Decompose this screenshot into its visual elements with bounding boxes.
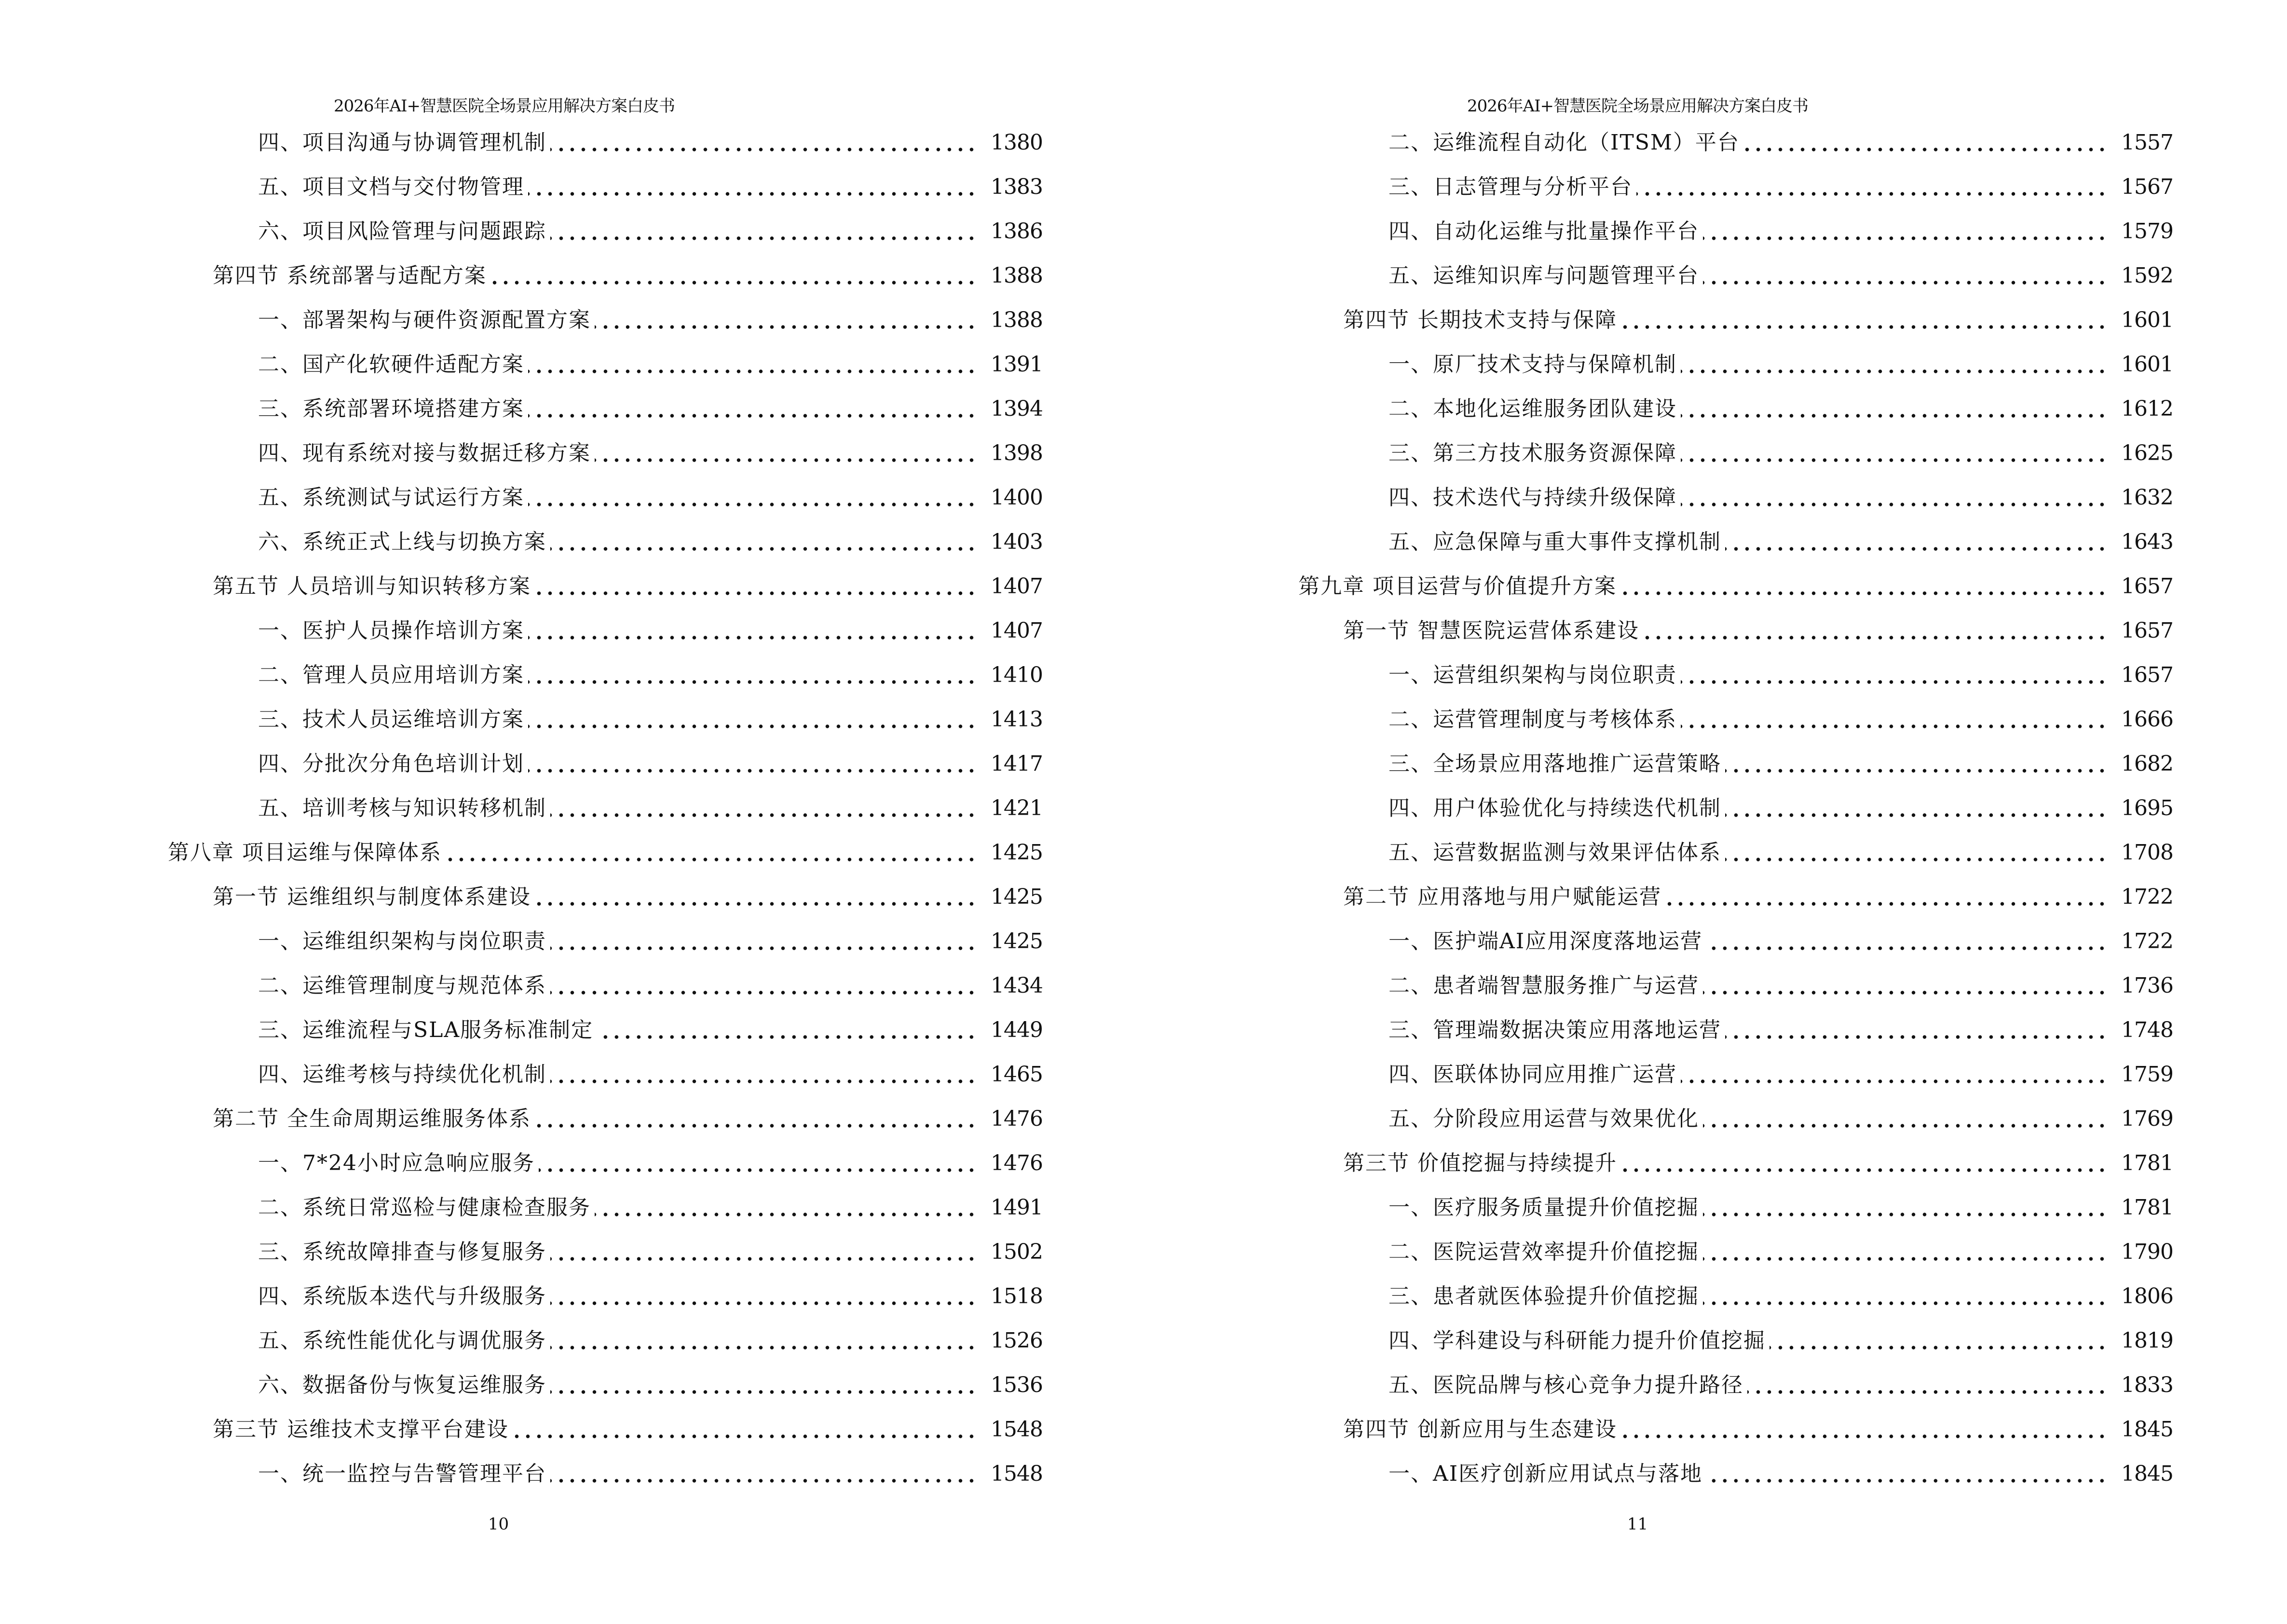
toc-entry-title: 三、系统故障排查与修复服务	[258, 1240, 546, 1264]
toc-entry-title: 三、技术人员运维培训方案	[258, 707, 524, 732]
toc-entry-item[interactable]	[1298, 697, 2173, 742]
toc-entry-item[interactable]	[168, 1186, 1043, 1230]
toc-entry-item[interactable]	[1298, 1230, 2173, 1274]
toc-entry-item[interactable]	[168, 431, 1043, 476]
toc-entry-page-number: 1425	[991, 840, 1043, 865]
toc-entry-page-number: 1536	[991, 1373, 1043, 1397]
toc-entry-item[interactable]	[168, 1008, 1043, 1052]
toc-entry-page-number: 1781	[2121, 1195, 2173, 1220]
toc-entry-chapter[interactable]	[168, 831, 1043, 875]
toc-entry-section[interactable]	[1298, 609, 2173, 653]
dot-leader	[550, 988, 977, 997]
toc-entry-title: 四、现有系统对接与数据迁移方案	[258, 441, 591, 465]
dot-leader	[1703, 1210, 2108, 1219]
toc-entry-title: 二、系统日常巡检与健康检查服务	[258, 1195, 591, 1220]
toc-entry-page-number: 1491	[991, 1195, 1043, 1220]
right-page	[1144, 0, 2287, 1624]
dot-leader	[595, 322, 977, 332]
toc-entry-title: 第三节 运维技术支撑平台建设	[213, 1417, 509, 1442]
toc-entry-title: 五、项目文档与交付物管理	[258, 175, 524, 199]
dot-leader	[550, 233, 977, 243]
toc-entry-item[interactable]	[168, 919, 1043, 964]
toc-entry-page-number: 1601	[2121, 352, 2173, 377]
toc-entry-title: 第八章 项目运维与保障体系	[168, 840, 442, 865]
dot-leader	[1703, 278, 2108, 287]
toc-entry-page-number: 1722	[2121, 929, 2173, 954]
toc-entry-page-number: 1548	[991, 1461, 1043, 1486]
toc-entry-item[interactable]	[1298, 742, 2173, 786]
toc-entry-item[interactable]	[1298, 387, 2173, 431]
toc-entry-page-number: 1526	[991, 1328, 1043, 1353]
dot-leader	[528, 722, 977, 731]
toc-entry-item[interactable]	[1298, 254, 2173, 298]
toc-entry-page-number: 1449	[991, 1018, 1043, 1042]
toc-entry-page-number: 1612	[2121, 396, 2173, 421]
toc-entry-item[interactable]	[1298, 1274, 2173, 1319]
toc-entry-title: 四、运维考核与持续优化机制	[258, 1062, 546, 1087]
toc-entry-section[interactable]	[168, 1407, 1043, 1452]
table-of-contents	[1298, 121, 2173, 1496]
toc-entry-page-number: 1380	[991, 130, 1043, 155]
toc-entry-title: 一、AI医疗创新应用试点与落地	[1389, 1461, 1703, 1486]
dot-leader	[535, 899, 977, 909]
dot-leader	[550, 1343, 977, 1352]
toc-entry-page-number: 1625	[2121, 441, 2173, 465]
toc-entry-title: 二、患者端智慧服务推广与运营	[1389, 973, 1699, 998]
toc-entry-title: 三、第三方技术服务资源保障	[1389, 441, 1677, 465]
toc-entry-title: 六、项目风险管理与问题跟踪	[258, 219, 546, 244]
running-header: 2026年AI+智慧医院全场景应用解决方案白皮书	[334, 96, 675, 116]
dot-leader	[1621, 1432, 2108, 1441]
toc-entry-page-number: 1845	[2121, 1417, 2173, 1442]
dot-leader	[1681, 500, 2108, 509]
toc-entry-page-number: 1434	[991, 973, 1043, 998]
toc-entry-title: 一、统一监控与告警管理平台	[258, 1461, 546, 1486]
dot-leader	[550, 544, 977, 554]
toc-entry-title: 二、运维流程自动化（ITSM）平台	[1389, 130, 1740, 155]
toc-entry-page-number: 1845	[2121, 1461, 2173, 1486]
toc-entry-page-number: 1657	[2121, 618, 2173, 643]
toc-entry-item[interactable]	[1298, 1452, 2173, 1496]
toc-entry-page-number: 1790	[2121, 1240, 2173, 1264]
toc-entry-item[interactable]	[168, 1274, 1043, 1319]
toc-entry-item[interactable]	[1298, 964, 2173, 1008]
toc-entry-title: 五、医院品牌与核心竞争力提升路径	[1389, 1373, 1743, 1397]
toc-entry-page-number: 1819	[2121, 1328, 2173, 1353]
dot-leader	[550, 943, 977, 953]
toc-entry-item[interactable]	[1298, 653, 2173, 697]
toc-entry-page-number: 1759	[2121, 1062, 2173, 1087]
toc-entry-page-number: 1657	[2121, 574, 2173, 599]
toc-entry-page-number: 1769	[2121, 1106, 2173, 1131]
dot-leader	[595, 1210, 977, 1219]
toc-entry-title: 四、用户体验优化与持续迭代机制	[1389, 796, 1721, 820]
toc-entry-page-number: 1695	[2121, 796, 2173, 820]
toc-entry-title: 一、运维组织架构与岗位职责	[258, 929, 546, 954]
toc-entry-title: 五、系统性能优化与调优服务	[258, 1328, 546, 1353]
toc-entry-title: 第二节 应用落地与用户赋能运营	[1343, 885, 1661, 909]
dot-leader	[539, 1165, 977, 1175]
toc-entry-item[interactable]	[168, 342, 1043, 387]
toc-entry-section[interactable]	[1298, 1407, 2173, 1452]
dot-leader	[1725, 544, 2108, 554]
toc-entry-section[interactable]	[1298, 1141, 2173, 1186]
dot-leader	[1770, 1343, 2108, 1352]
toc-entry-chapter[interactable]	[1298, 564, 2173, 609]
toc-entry-item[interactable]	[168, 964, 1043, 1008]
toc-entry-item[interactable]	[168, 1363, 1043, 1407]
toc-entry-item[interactable]	[1298, 342, 2173, 387]
toc-entry-page-number: 1666	[2121, 707, 2173, 732]
toc-entry-page-number: 1579	[2121, 219, 2173, 244]
dot-leader	[550, 1476, 977, 1486]
toc-entry-title: 第一节 运维组织与制度体系建设	[213, 885, 531, 909]
toc-entry-item[interactable]	[168, 1230, 1043, 1274]
toc-entry-item[interactable]	[1298, 121, 2173, 165]
toc-entry-item[interactable]	[168, 1052, 1043, 1097]
dot-leader	[597, 1032, 977, 1042]
dot-leader	[528, 766, 977, 776]
page-number: 11	[1627, 1515, 1648, 1534]
toc-entry-title: 一、7*24小时应急响应服务	[258, 1151, 535, 1175]
toc-entry-page-number: 1502	[991, 1240, 1043, 1264]
dot-leader	[550, 810, 977, 820]
dot-leader	[1725, 1032, 2108, 1042]
toc-entry-title: 二、医院运营效率提升价值挖掘	[1389, 1240, 1699, 1264]
toc-entry-title: 一、运营组织架构与岗位职责	[1389, 663, 1677, 687]
toc-entry-item[interactable]	[1298, 1186, 2173, 1230]
toc-entry-page-number: 1518	[991, 1284, 1043, 1309]
toc-entry-page-number: 1632	[2121, 485, 2173, 510]
toc-entry-item[interactable]	[168, 387, 1043, 431]
dot-leader	[1703, 233, 2108, 243]
toc-entry-page-number: 1643	[2121, 530, 2173, 554]
dot-leader	[1620, 588, 2108, 598]
toc-entry-page-number: 1557	[2121, 130, 2173, 155]
toc-entry-page-number: 1417	[991, 751, 1043, 776]
toc-entry-item[interactable]	[1298, 1363, 2173, 1407]
dot-leader	[1747, 1387, 2108, 1397]
dot-leader	[1725, 766, 2108, 776]
page-number: 10	[488, 1515, 509, 1534]
toc-entry-item[interactable]	[168, 1319, 1043, 1363]
toc-entry-page-number: 1567	[2121, 175, 2173, 199]
toc-entry-title: 第二节 全生命周期运维服务体系	[213, 1106, 531, 1131]
dot-leader	[1665, 899, 2108, 909]
toc-entry-page-number: 1403	[991, 530, 1043, 554]
toc-entry-item[interactable]	[1298, 209, 2173, 254]
toc-entry-section[interactable]	[168, 564, 1043, 609]
dot-leader	[1681, 455, 2108, 465]
toc-entry-title: 第五节 人员培训与知识转移方案	[213, 574, 531, 599]
dot-leader	[1743, 145, 2108, 154]
toc-entry-page-number: 1425	[991, 885, 1043, 909]
toc-entry-item[interactable]	[168, 697, 1043, 742]
dot-leader	[1703, 1254, 2108, 1264]
toc-entry-item[interactable]	[168, 209, 1043, 254]
dot-leader	[550, 1254, 977, 1264]
toc-entry-title: 五、培训考核与知识转移机制	[258, 796, 546, 820]
toc-entry-page-number: 1391	[991, 352, 1043, 377]
toc-entry-item[interactable]	[168, 121, 1043, 165]
toc-entry-title: 三、系统部署环境搭建方案	[258, 396, 524, 421]
dot-leader	[535, 1121, 977, 1131]
toc-entry-page-number: 1748	[2121, 1018, 2173, 1042]
toc-entry-page-number: 1383	[991, 175, 1043, 199]
toc-entry-item[interactable]	[1298, 831, 2173, 875]
toc-entry-title: 二、运营管理制度与考核体系	[1389, 707, 1677, 732]
dot-leader	[528, 367, 977, 376]
dot-leader	[1703, 988, 2108, 997]
toc-entry-item[interactable]	[1298, 520, 2173, 564]
dot-leader	[1703, 1121, 2108, 1131]
toc-entry-page-number: 1476	[991, 1106, 1043, 1131]
toc-entry-title: 四、分批次分角色培训计划	[258, 751, 524, 776]
toc-entry-page-number: 1398	[991, 441, 1043, 465]
toc-entry-title: 五、分阶段应用运营与效果优化	[1389, 1106, 1699, 1131]
toc-entry-item[interactable]	[168, 1452, 1043, 1496]
dot-leader	[1621, 322, 2108, 332]
toc-entry-title: 三、日志管理与分析平台	[1389, 175, 1633, 199]
toc-entry-title: 五、应急保障与重大事件支撑机制	[1389, 530, 1721, 554]
toc-entry-page-number: 1421	[991, 796, 1043, 820]
toc-entry-item[interactable]	[168, 1141, 1043, 1186]
toc-entry-page-number: 1407	[991, 574, 1043, 599]
toc-entry-item[interactable]	[168, 476, 1043, 520]
table-of-contents	[168, 121, 1043, 1496]
toc-entry-title: 四、自动化运维与批量操作平台	[1389, 219, 1699, 244]
toc-entry-section[interactable]	[168, 1097, 1043, 1141]
dot-leader	[595, 455, 977, 465]
dot-leader	[490, 278, 977, 287]
toc-entry-title: 四、医联体协同应用推广运营	[1389, 1062, 1677, 1087]
toc-entry-item[interactable]	[1298, 165, 2173, 209]
dot-leader	[1681, 367, 2108, 376]
dot-leader	[550, 1387, 977, 1397]
dot-leader	[528, 500, 977, 509]
dot-leader	[446, 855, 977, 864]
toc-entry-title: 第四节 创新应用与生态建设	[1343, 1417, 1617, 1442]
toc-entry-page-number: 1413	[991, 707, 1043, 732]
toc-entry-item[interactable]	[168, 165, 1043, 209]
toc-entry-item[interactable]	[168, 742, 1043, 786]
toc-entry-page-number: 1388	[991, 263, 1043, 288]
toc-entry-page-number: 1682	[2121, 751, 2173, 776]
dot-leader	[1706, 943, 2108, 953]
dot-leader	[1725, 855, 2108, 864]
toc-entry-item[interactable]	[1298, 786, 2173, 831]
toc-entry-title: 五、系统测试与试运行方案	[258, 485, 524, 510]
toc-entry-page-number: 1465	[991, 1062, 1043, 1087]
dot-leader	[535, 588, 977, 598]
toc-entry-page-number: 1410	[991, 663, 1043, 687]
dot-leader	[550, 1077, 977, 1086]
toc-entry-title: 四、学科建设与科研能力提升价值挖掘	[1389, 1328, 1766, 1353]
dot-leader	[513, 1432, 977, 1441]
dot-leader	[528, 677, 977, 687]
toc-entry-title: 一、医护人员操作培训方案	[258, 618, 524, 643]
toc-entry-item[interactable]	[1298, 476, 2173, 520]
toc-entry-title: 二、国产化软硬件适配方案	[258, 352, 524, 377]
toc-entry-title: 五、运维知识库与问题管理平台	[1389, 263, 1699, 288]
dot-leader	[1725, 810, 2108, 820]
toc-entry-page-number: 1781	[2121, 1151, 2173, 1175]
toc-entry-title: 六、系统正式上线与切换方案	[258, 530, 546, 554]
toc-entry-title: 二、本地化运维服务团队建设	[1389, 396, 1677, 421]
dot-leader	[528, 189, 977, 199]
toc-entry-title: 第四节 长期技术支持与保障	[1343, 308, 1617, 332]
dot-leader	[1681, 677, 2108, 687]
running-header: 2026年AI+智慧医院全场景应用解决方案白皮书	[1467, 96, 1808, 116]
toc-entry-title: 三、管理端数据决策应用落地运营	[1389, 1018, 1721, 1042]
dot-leader	[550, 145, 977, 154]
toc-entry-title: 二、管理人员应用培训方案	[258, 663, 524, 687]
dot-leader	[1706, 1476, 2108, 1486]
toc-entry-page-number: 1833	[2121, 1373, 2173, 1397]
toc-entry-title: 四、项目沟通与协调管理机制	[258, 130, 546, 155]
dot-leader	[1681, 722, 2108, 731]
toc-entry-item[interactable]	[1298, 1097, 2173, 1141]
toc-entry-item[interactable]	[1298, 1008, 2173, 1052]
toc-entry-title: 第四节 系统部署与适配方案	[213, 263, 487, 288]
toc-entry-title: 一、原厂技术支持与保障机制	[1389, 352, 1677, 377]
toc-entry-page-number: 1407	[991, 618, 1043, 643]
toc-entry-item[interactable]	[168, 609, 1043, 653]
toc-entry-item[interactable]	[168, 298, 1043, 342]
toc-entry-page-number: 1601	[2121, 308, 2173, 332]
toc-entry-section[interactable]	[1298, 298, 2173, 342]
toc-entry-section[interactable]	[168, 875, 1043, 919]
toc-entry-page-number: 1708	[2121, 840, 2173, 865]
toc-entry-item[interactable]	[168, 520, 1043, 564]
toc-entry-page-number: 1388	[991, 308, 1043, 332]
toc-entry-title: 一、部署架构与硬件资源配置方案	[258, 308, 591, 332]
toc-entry-item[interactable]	[1298, 919, 2173, 964]
dot-leader	[1681, 411, 2108, 421]
toc-entry-item[interactable]	[168, 786, 1043, 831]
toc-entry-title: 二、运维管理制度与规范体系	[258, 973, 546, 998]
toc-entry-title: 第三节 价值挖掘与持续提升	[1343, 1151, 1617, 1175]
toc-entry-page-number: 1394	[991, 396, 1043, 421]
toc-entry-page-number: 1548	[991, 1417, 1043, 1442]
toc-entry-section[interactable]	[168, 254, 1043, 298]
dot-leader	[1643, 633, 2108, 642]
toc-entry-page-number: 1386	[991, 219, 1043, 244]
dot-leader	[528, 633, 977, 642]
toc-entry-item[interactable]	[168, 653, 1043, 697]
toc-entry-title: 四、技术迭代与持续升级保障	[1389, 485, 1677, 510]
toc-entry-title: 五、运营数据监测与效果评估体系	[1389, 840, 1721, 865]
toc-entry-title: 一、医护端AI应用深度落地运营	[1389, 929, 1703, 954]
toc-entry-page-number: 1476	[991, 1151, 1043, 1175]
toc-entry-item[interactable]	[1298, 431, 2173, 476]
toc-entry-title: 第九章 项目运营与价值提升方案	[1298, 574, 1617, 599]
dot-leader	[1621, 1165, 2108, 1175]
dot-leader	[1636, 189, 2108, 199]
toc-entry-item[interactable]	[1298, 1319, 2173, 1363]
toc-entry-title: 一、医疗服务质量提升价值挖掘	[1389, 1195, 1699, 1220]
toc-entry-title: 第一节 智慧医院运营体系建设	[1343, 618, 1639, 643]
dot-leader	[550, 1298, 977, 1308]
toc-entry-title: 三、患者就医体验提升价值挖掘	[1389, 1284, 1699, 1309]
toc-entry-page-number: 1806	[2121, 1284, 2173, 1309]
toc-entry-page-number: 1722	[2121, 885, 2173, 909]
toc-entry-title: 三、全场景应用落地推广运营策略	[1389, 751, 1721, 776]
toc-entry-page-number: 1400	[991, 485, 1043, 510]
dot-leader	[528, 411, 977, 421]
toc-entry-page-number: 1736	[2121, 973, 2173, 998]
toc-entry-page-number: 1657	[2121, 663, 2173, 687]
toc-entry-section[interactable]	[1298, 875, 2173, 919]
toc-entry-page-number: 1425	[991, 929, 1043, 954]
toc-entry-item[interactable]	[1298, 1052, 2173, 1097]
dot-leader	[1681, 1077, 2108, 1086]
toc-entry-page-number: 1592	[2121, 263, 2173, 288]
dot-leader	[1703, 1298, 2108, 1308]
toc-entry-title: 四、系统版本迭代与升级服务	[258, 1284, 546, 1309]
toc-entry-title: 六、数据备份与恢复运维服务	[258, 1373, 546, 1397]
toc-entry-title: 三、运维流程与SLA服务标准制定	[258, 1018, 594, 1042]
